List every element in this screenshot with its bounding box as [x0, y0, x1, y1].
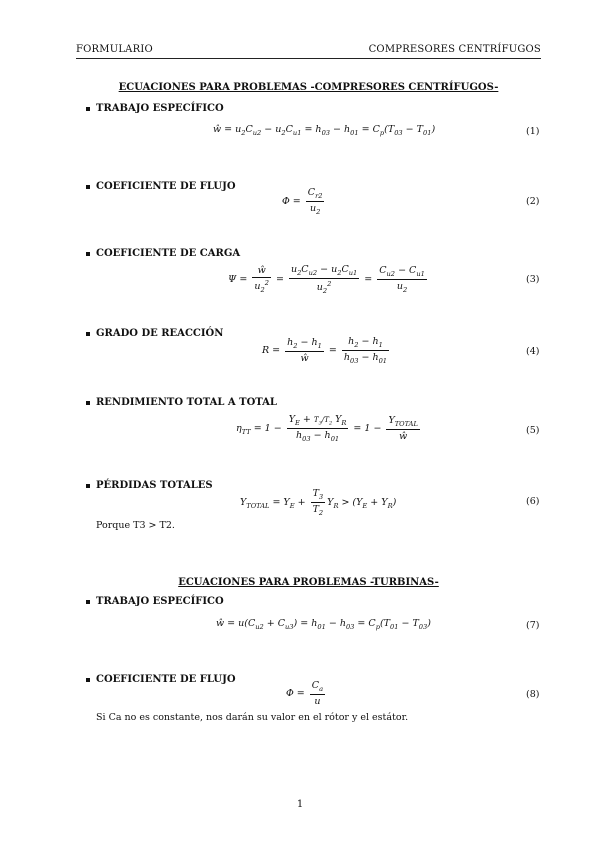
note-turbines: Si Ca no es constante, nos darán su valor en el rótor y el estátor. — [96, 712, 409, 723]
item-label: TRABAJO ESPECÍFICO — [96, 596, 224, 607]
equation-number-8: (8) — [526, 689, 540, 700]
equation-2: Φ = $\frac{C_{r2}}{u_2}$ — [282, 187, 323, 216]
equation-7: ŵ = $u(C_{u2} + C_{u3}) = h_{01} - h_{03} = C_p(T_{01} - T_{03})$ — [216, 618, 431, 631]
section-title-turbines: ECUACIONES PARA PROBLEMAS -TURBINAS- — [178, 577, 439, 588]
equation-5: $\eta_{TT} = 1$ − $\frac{Y_E + T_3/T_2 Y_R}{h_{03} - h_{01}}$ = 1 − $\frac{Y_{TOTAL}}{ŵ}$ — [236, 414, 418, 443]
item-trabajo-especifico-turbina — [86, 596, 224, 607]
equation-number-1: (1) — [526, 126, 540, 137]
equation-3: Ψ = $\frac{ŵ}{u_2^2}$ = $\frac{u_2C_{u2} - u_2C_{u1}}{u_2^2}$ = $\frac{C_{u2} - C_{u1}}{u_2}$ — [228, 264, 425, 295]
bullet-icon — [86, 332, 90, 336]
bullet-icon — [86, 185, 90, 189]
bullet-icon — [86, 401, 90, 405]
item-label: RENDIMIENTO TOTAL A TOTAL — [96, 397, 277, 408]
bullet-icon — [86, 107, 90, 111]
item-coeficiente-flujo — [86, 181, 236, 192]
equation-1: ŵ = $u_2C_{u2} - u_2C_{u1} = h_{03} - h_{01} = C_p(T_{03} - T_{01})$ — [213, 124, 436, 137]
page-number: 1 — [296, 799, 304, 810]
equation-4: R = $\frac{h_2 - h_1}{ŵ}$ = $\frac{h_2 - h_1}{h_{03} - h_{01}}$ — [262, 336, 388, 365]
header-rule — [76, 58, 541, 59]
item-trabajo-especifico — [86, 103, 224, 114]
equation-number-6: (6) — [526, 496, 540, 507]
item-rendimiento-total — [86, 397, 277, 408]
bullet-icon — [86, 252, 90, 256]
item-perdidas-totales — [86, 480, 213, 491]
note-compressors: Porque T3 > T2. — [96, 520, 175, 531]
item-label: TRABAJO ESPECÍFICO — [96, 103, 224, 114]
item-label: GRADO DE REACCIÓN — [96, 328, 224, 339]
section-title-compressors: ECUACIONES PARA PROBLEMAS -COMPRESORES CENTRÍFUGOS- — [118, 82, 499, 93]
equation-6: $Y_{TOTAL} = Y_E$ + $\frac{T_3}{T_2}$ $Y_R > (Y_E + Y_R)$ — [240, 488, 397, 517]
bullet-icon — [86, 678, 90, 682]
header-left: FORMULARIO — [76, 44, 153, 55]
equation-number-4: (4) — [526, 346, 540, 357]
item-coeficiente-carga — [86, 248, 240, 259]
item-coeficiente-flujo-turbina — [86, 674, 236, 685]
item-grado-reaccion — [86, 328, 223, 339]
bullet-icon — [86, 484, 90, 488]
item-label: COEFICIENTE DE CARGA — [96, 248, 241, 259]
item-label: PÉRDIDAS TOTALES — [96, 480, 213, 491]
header-right: COMPRESORES CENTRÍFUGOS — [368, 44, 541, 55]
equation-number-3: (3) — [526, 274, 540, 285]
equation-number-2: (2) — [526, 196, 540, 207]
equation-number-7: (7) — [526, 620, 540, 631]
bullet-icon — [86, 600, 90, 604]
equation-8: Φ = $\frac{C_a}{u}$ — [286, 680, 324, 707]
item-label: COEFICIENTE DE FLUJO — [96, 181, 236, 192]
item-label: COEFICIENTE DE FLUJO — [96, 674, 236, 685]
equation-number-5: (5) — [526, 425, 540, 436]
